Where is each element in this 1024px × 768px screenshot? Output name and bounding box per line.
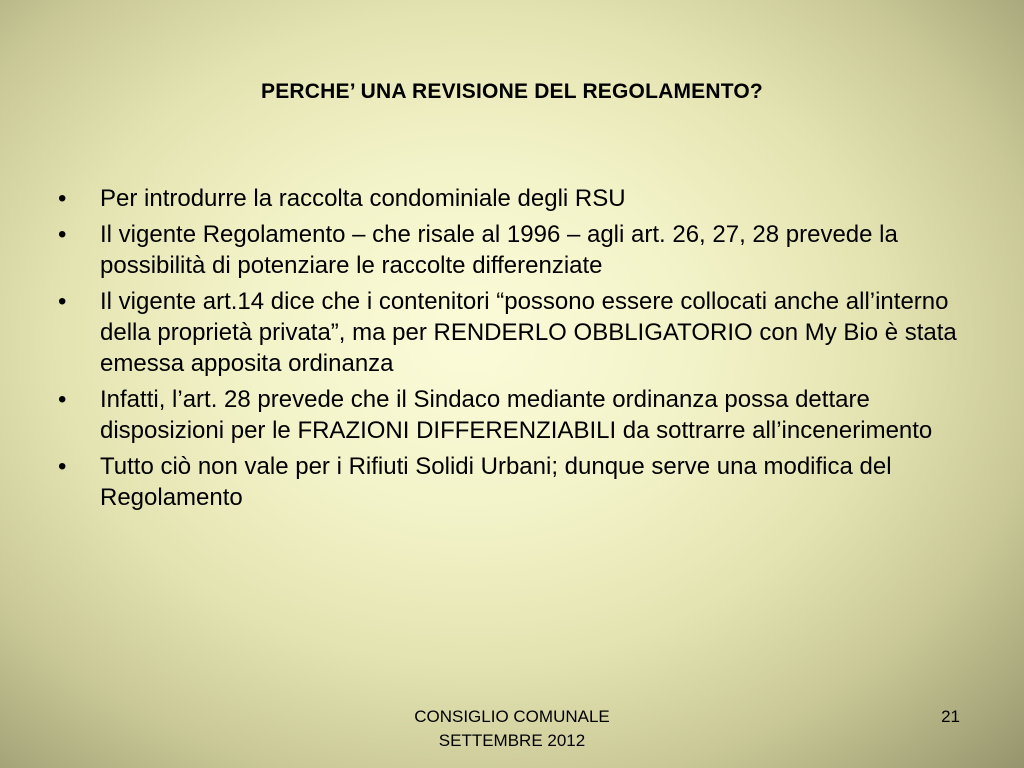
footer-line-1: CONSIGLIO COMUNALE [414, 707, 610, 726]
bullet-text: Il vigente art.14 dice che i contenitori “possono essere collocati anche all’interno della proprietà privata”, ma per RENDERLO OBBLIGATORIO con My Bio è stata emessa apposita ordinanza [100, 288, 957, 377]
bullet-icon: • [58, 185, 67, 212]
page-number: 21 [941, 707, 960, 726]
bullet-text: Per introdurre la raccolta condominiale degli RSU [100, 185, 626, 212]
bullet-item [58, 183, 988, 214]
bullet-item [58, 219, 988, 281]
bullet-icon: • [58, 386, 67, 413]
bullet-text: Il vigente Regolamento – che risale al 1996 – agli art. 26, 27, 28 prevede la possibilità di potenziare le raccolte differenziate [100, 221, 898, 279]
bullet-item [58, 286, 988, 379]
bullet-icon: • [58, 288, 67, 315]
bullet-item [58, 451, 988, 513]
bullet-list [58, 183, 988, 518]
bullet-text: Infatti, l’art. 28 prevede che il Sindaco mediante ordinanza possa dettare disposizioni per le FRAZIONI DIFFERENZIABILI da sottrarre all’incenerimento [100, 386, 933, 444]
bullet-icon: • [58, 221, 67, 248]
footer-text [312, 705, 712, 753]
bullet-text: Tutto ciò non vale per i Rifiuti Solidi Urbani; dunque serve una modifica del Regolamento [100, 453, 892, 511]
slide-title: PERCHE’ UNA REVISIONE DEL REGOLAMENTO? [261, 80, 763, 103]
bullet-icon: • [58, 453, 67, 480]
bullet-item [58, 384, 988, 446]
footer-line-2: SETTEMBRE 2012 [438, 731, 586, 750]
